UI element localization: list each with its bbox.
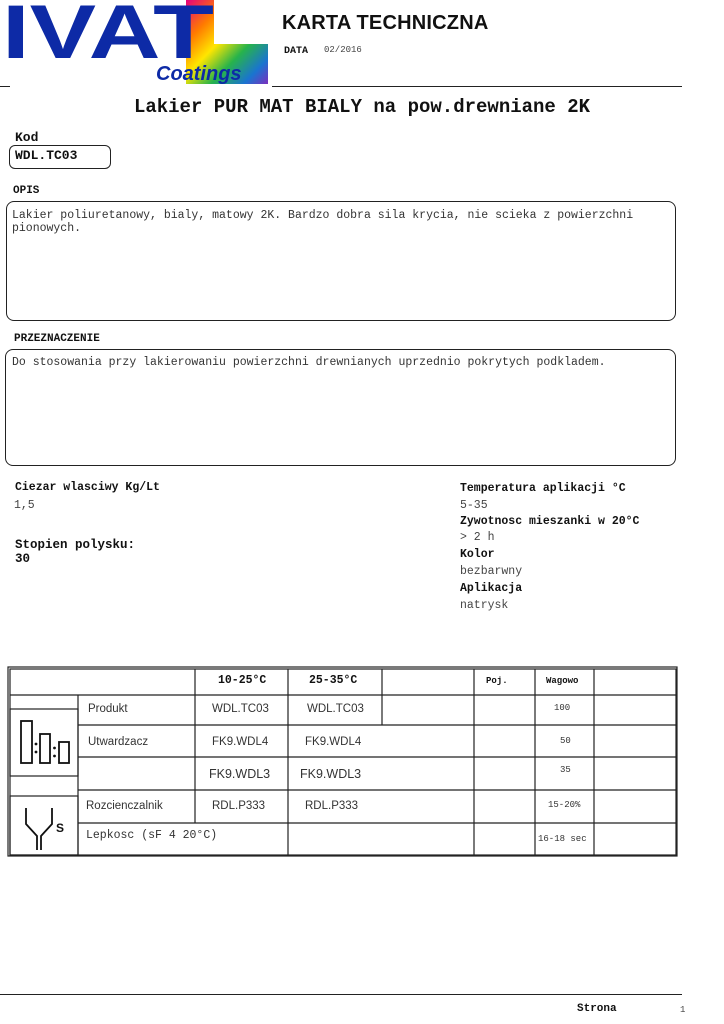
purpose-label: PRZEZNACZENIE (14, 333, 100, 345)
table-cell-viscosity-value: 16-18 sec (538, 834, 587, 844)
product-code-value: WDL.TC03 (15, 148, 78, 163)
table-cell-hardener-weight: 50 (560, 736, 571, 746)
table-header-volume: Poj. (486, 676, 508, 686)
gloss-label: Stopien polysku: (15, 538, 136, 552)
color-value: bezbarwny (460, 565, 523, 578)
product-code-label: Kod (15, 130, 39, 145)
table-row-label-thinner: Rozcienczalnik (86, 800, 163, 812)
color-label: Kolor (460, 548, 495, 561)
mixing-ratio-icon (18, 718, 72, 768)
table-cell-thinner-temp-low: RDL.P333 (212, 800, 266, 812)
table-cell-hardener-alt-temp-high: FK9.WDL3 (300, 767, 362, 781)
application-method-label: Aplikacja (460, 582, 523, 595)
page-label: Strona (577, 1003, 617, 1015)
table-cell-hardener-temp-high: FK9.WDL4 (305, 736, 362, 748)
density-label: Ciezar wlasciwy Kg/Lt (15, 481, 160, 494)
gloss-value: 30 (15, 552, 31, 566)
page-number: 1 (680, 1005, 686, 1015)
table-row-label-product: Produkt (88, 703, 128, 715)
footer-divider (0, 994, 682, 995)
application-method-value: natrysk (460, 599, 509, 612)
table-cell-hardener-alt-temp-low: FK9.WDL3 (209, 767, 271, 781)
density-value: 1,5 (14, 499, 35, 512)
table-cell-product-temp-high: WDL.TC03 (307, 703, 364, 715)
table-row-label-viscosity: Lepkosc (sF 4 20°C) (86, 829, 218, 842)
company-logo (0, 0, 272, 88)
application-temperature-value: 5-35 (460, 499, 488, 512)
table-cell-hardener-temp-low: FK9.WDL4 (212, 736, 269, 748)
table-cell-product-temp-low: WDL.TC03 (212, 703, 269, 715)
pot-life-value: > 2 h (460, 531, 495, 544)
pot-life-label: Zywotnosc mieszanki w 20°C (460, 515, 640, 528)
date-value: 02/2016 (324, 45, 362, 55)
funnel-icon (22, 800, 72, 852)
description-text-line1: Lakier poliuretanowy, bialy, matowy 2K. Bardzo dobra sila krycia, nie scieka z powierzchni (12, 209, 634, 222)
header-divider-left (0, 86, 10, 87)
product-title: Lakier PUR MAT BIALY na pow.drewniane 2K (133, 96, 591, 118)
date-label: DATA (284, 46, 309, 57)
logo-brand-text: IVAT (2, 0, 214, 75)
table-header-weight: Wagowo (546, 676, 579, 686)
table-header-temp-high: 25-35°C (309, 674, 358, 687)
table-header-temp-low: 10-25°C (218, 674, 267, 687)
funnel-letter: S (56, 821, 65, 835)
description-label: OPIS (13, 185, 40, 197)
logo-sub-text: Coatings (156, 63, 242, 85)
purpose-text: Do stosowania przy lakierowaniu powierzchni drewnianych uprzednio pokrytych podkladem. (12, 356, 606, 369)
header-divider (272, 86, 682, 87)
table-cell-product-weight: 100 (554, 703, 571, 713)
description-text-line2: pionowych. (12, 222, 82, 235)
table-cell-thinner-temp-high: RDL.P333 (305, 800, 359, 812)
application-temperature-label: Temperatura aplikacji °C (460, 482, 626, 495)
table-cell-thinner-weight: 15-20% (548, 800, 581, 810)
document-type-title: KARTA TECHNICZNA (282, 12, 489, 34)
table-cell-hardener-alt-weight: 35 (560, 765, 571, 775)
table-row-label-hardener: Utwardzacz (88, 736, 149, 748)
